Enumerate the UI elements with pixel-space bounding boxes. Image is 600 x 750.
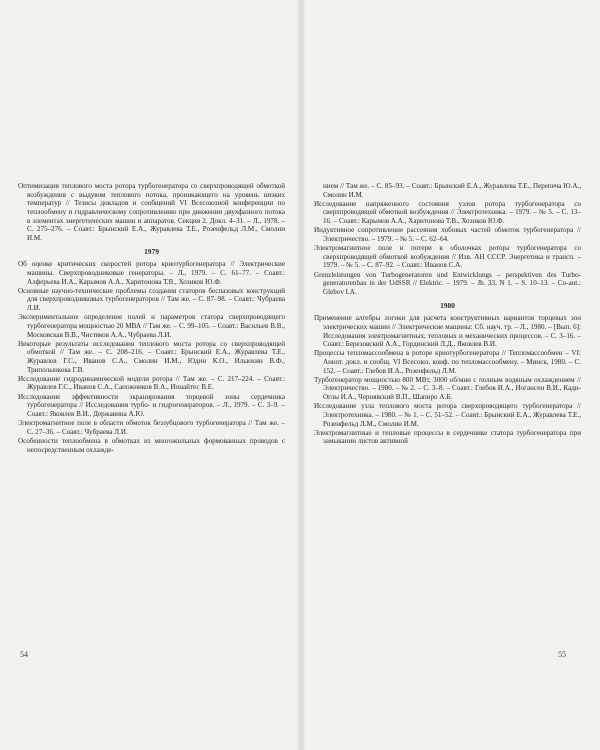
bibliography-entry-continuation: нием // Там же. – С. 85–93. – Соавт.: Брынский Е.А., Журавлева Т.Е., Перепеча Ю.А., Смолин И.М. <box>323 182 581 199</box>
bibliography-entry: Оптимизация теплового моста ротора турбогенератора со сверхпроводящей обмоткой возбуждения с выдувом теплового потока, проникающего на уровень низких температур // Тезисы докладов и сообщений VI Всесоюзной конференции по теплообмену и гидравлическому сопротивлению при движении двухфазного потока в элементах энергетических машин и аппаратов. Секция 2. Докл. 4–31. – Л., 1978. – С. 275–276. – Соавт.: Брынский Е.А., Журавлева Т.Е., Розенфельд Л.М., Смолин И.М. <box>18 182 285 242</box>
bibliography-entry: Электромагнитное поле и потери в оболочках ротора турбогенератора со сверхпроводящей обмоткой возбуждения // Изв. АН СССР. Энергетика и трансп. – 1979. – № 5. – С. 87–92. – Соавт.: Иванов С.А. <box>314 244 581 270</box>
bibliography-entry: Исследование узла теплового моста ротора сверхпроводящего турбогенератора // Электротехника. – 1980. – № 1. – С. 51–52. – Соавт.: Брынский Е.А., Журавлева Т.Е., Розенфельд Л.М., Смолин И.М. <box>314 402 581 428</box>
bibliography-entry: Процессы тепломассообмена в роторе криотурбогенератора // Тепломассообмен – VI: Аннот. докл. и сообщ. VI Всесоюз. конф. по тепломассообмену. – Минск, 1980. – С. 152. – Соавт.: Глебов И.А., Розенфельд Л.М. <box>314 349 581 375</box>
bibliography-entry: Основные научно-технические проблемы создания статоров беспазовых конструкций для сверхпроводниковых турбогенераторов // Там же. – С. 87–98. – Соавт.: Чубраева Л.И. <box>18 286 285 313</box>
bibliography-entry: Особенности теплообмена в обмотках из многожильных формованных проводов с непосредственным охлажде- <box>18 436 285 454</box>
bibliography-entry: Индуктивное сопротивление рассеяния лобовых частей обмоток турбогенератора // Электричество. – 1979. – № 5. – С. 62–64. <box>314 226 581 243</box>
bibliography-entry: Применение алгебры логики для расчета конструктивных вариантов торцевых зон электрических машин // Электрические машины: Сб. науч. тр. – Л., 1980. – [Вып. 6]: Исследования электромагнитных, тепловых и механических процессов. – С. 3–16. – Соавт.: Березовский А.А., Гординский Л.Д., Яковлев В.И. <box>314 314 581 349</box>
bibliography-entry: Электромагнитное поле в области обмоток беззубцового турбогенератора // Там же. – С. 27–36. – Соавт.: Чубраева Л.И. <box>18 419 285 436</box>
bibliography-entry: Grenzleistungen von Turbogeneratoren und Entwicklungs – perspektiven des Turbo-generatorenbau in der UdSSR // Elektric. – 1979. – Jb. 33, N 1. – S. 10–13. – Co-aut.: Glebov I.A. <box>314 270 581 296</box>
bibliography-entry: Турбогенератор мощностью 800 МВт, 3000 об/мин с полным водяным охлаждением // Электричество. – 1980. – № 2. – С. 3–8. – Соавт.: Глебов И.А., Иогансен В.И., Кади-Оглы И.А., Чернявский В.П., Шапиро А.Б. <box>314 375 581 402</box>
left-page-column <box>18 182 285 455</box>
year-heading: 1979 <box>144 246 159 256</box>
bibliography-entry: Исследование гидродинамической модели ротора // Там же. – С. 217–224. – Соавт.: Журавлев Г.С., Иванов С.А., Сапожников В.А., Ионайтес В.Е. <box>18 374 285 392</box>
page-number-left: 54 <box>20 650 28 659</box>
bibliography-entry: Исследование эффективности экранирования торцевой зоны сердечника турбогенератора // Исследования турбо- и гидрогенераторов. – Л., 1979. – С. 3–9. – Соавт.: Яковлев В.И., Державина А.Ю. <box>18 392 285 418</box>
page-gutter <box>296 0 306 750</box>
page-number-right: 55 <box>558 650 566 659</box>
year-heading: 1980 <box>440 300 455 310</box>
bibliography-entry: Экспериментальное определение полей и параметров статора сверхпроводящего турбогенератора мощностью 20 МВА // Там же. – С. 99–105. – Соавт.: Васильев В.В., Московская В.В., Чистяков А.А., Чубраева Л.И. <box>18 313 285 339</box>
bibliography-entry: Об оценке критических скоростей ротора криотурбогенератора // Электрические машины. Сверхпроводниковые генераторы. – Л., 1979. – С. 61–77. – Соавт.: Алферьева И.А., Карымов А.А., Харитонова Т.В., Хозиков Ю.Ф. <box>18 260 285 286</box>
bibliography-entry: Электромагнитные и тепловые процессы в сердечнике статора турбогенератора при замыкании листов активной <box>314 428 581 446</box>
bibliography-entry: Исследование напряженного состояния узлов ротора турбогенератора со сверхпроводящей обмоткой возбуждения // Электротехника. – 1979. – № 5. – С. 13–16. – Соавт.: Карымов А.А., Харитонова Т.В., Хозиков Ю.Ф. <box>314 199 581 226</box>
bibliography-entry: Некоторые результаты исследования теплового моста ротора со сверхпроводящей обмоткой // Там же. – С. 208–216. – Соавт.: Брынский Е.А., Журавлева Т.Е., Журавлев Г.С., Иванов С.А., Смолин И.М., Юдин К.О., Ильюхин В.Ф., Триполынкова Г.В. <box>18 339 285 374</box>
right-page-column <box>314 182 581 447</box>
